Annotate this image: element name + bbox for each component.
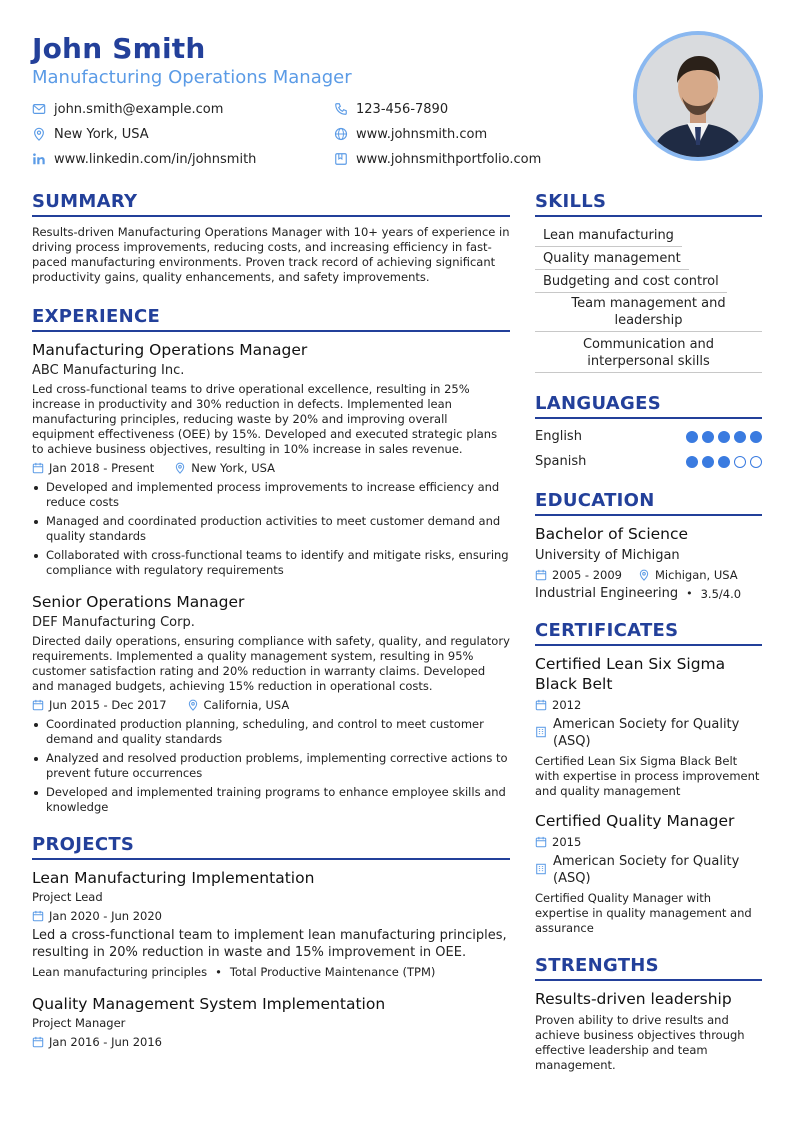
list-item: Analyzed and resolved production problems, implementing corrective actions to prevent future occurrences <box>32 751 510 781</box>
education-location: Michigan, USA <box>655 568 738 582</box>
project-entry <box>32 994 510 1050</box>
proficiency-dot-empty <box>750 456 762 468</box>
education-field-row <box>535 586 762 601</box>
strength-title: Results-driven leadership <box>535 990 732 1008</box>
certificate-issuer: American Society for Quality (ASQ) <box>553 717 740 749</box>
certificate-issuer-row <box>535 853 762 887</box>
resume-header <box>32 30 612 167</box>
candidate-name: John Smith <box>32 32 206 65</box>
project-meta <box>32 1034 510 1050</box>
location-pin-icon <box>174 462 186 474</box>
proficiency-dot-filled <box>718 456 730 468</box>
education-entry <box>535 524 762 601</box>
experience-entry <box>32 592 510 815</box>
job-location: New York, USA <box>191 461 276 475</box>
skills-list <box>535 224 762 373</box>
education-dates: 2005 - 2009 <box>552 568 622 582</box>
email-text: john.smith@example.com <box>54 101 224 117</box>
calendar-icon <box>32 462 44 474</box>
project-tags <box>32 964 510 980</box>
project-tag: Total Productive Maintenance (TPM) <box>229 965 436 979</box>
skills-heading: SKILLS <box>535 190 762 217</box>
field-separator: • <box>686 587 693 600</box>
person-portrait-icon <box>637 35 759 157</box>
language-name: English <box>535 429 582 444</box>
proficiency-dot-filled <box>734 431 746 443</box>
project-dates: Jan 2016 - Jun 2016 <box>49 1035 163 1049</box>
globe-icon <box>334 127 348 141</box>
project-title: Quality Management System Implementation <box>32 995 386 1013</box>
calendar-icon <box>535 569 547 581</box>
degree: Bachelor of Science <box>535 525 689 543</box>
portfolio-text: www.johnsmithportfolio.com <box>356 151 542 167</box>
project-meta <box>32 908 510 924</box>
proficiency-dot-filled <box>750 431 762 443</box>
right-column <box>535 190 762 1073</box>
summary-heading: SUMMARY <box>32 190 510 217</box>
certificate-year: 2012 <box>552 698 582 712</box>
mail-icon <box>32 102 46 116</box>
experience-entry <box>32 340 510 578</box>
certificate-entry <box>535 654 762 799</box>
portfolio-icon <box>334 152 348 166</box>
language-row <box>535 449 762 474</box>
job-description: Led cross-functional teams to drive operational excellence, resulting in 25% increase in productivity and 30% reduction in defects. Implemented lean manufacturing principles, reducing waste by 20% and improving overall equipment effectiveness (OEE) by 15%. Developed and executed strategic plans to achieve business objectives, resulting in 10% increase in sales revenue. <box>32 382 498 456</box>
languages-list <box>535 424 762 474</box>
calendar-icon <box>32 910 44 922</box>
certificate-title: Certified Lean Six Sigma Black Belt <box>535 655 726 693</box>
job-dates: Jan 2018 - Present <box>49 461 155 475</box>
strengths-heading: STRENGTHS <box>535 954 762 981</box>
projects-heading: PROJECTS <box>32 833 510 860</box>
project-title: Lean Manufacturing Implementation <box>32 869 315 887</box>
certificate-description: Certified Lean Six Sigma Black Belt with expertise in process improvement and quality management <box>535 754 760 798</box>
phone-text: 123-456-7890 <box>356 101 449 117</box>
linkedin-icon <box>32 152 46 166</box>
list-item: Developed and implemented process improvements to increase efficiency and reduce costs <box>32 480 510 510</box>
proficiency-dot-filled <box>686 431 698 443</box>
proficiency-dot-filled <box>718 431 730 443</box>
school-name: University of Michigan <box>535 548 680 563</box>
list-item: Coordinated production planning, scheduling, and control to meet customer demand and quality standards <box>32 717 510 747</box>
project-entry <box>32 868 510 980</box>
experience-heading: EXPERIENCE <box>32 305 510 332</box>
job-bullets <box>32 480 510 578</box>
contact-website[interactable] <box>334 125 487 143</box>
location-pin-icon <box>32 127 46 141</box>
project-description: Led a cross-functional team to implement lean manufacturing principles, resulting in 20% reduction in waste and 15% improvement in OEE. <box>32 928 507 960</box>
certificate-description: Certified Quality Manager with expertise in quality management and assurance <box>535 891 752 935</box>
gpa: 3.5/4.0 <box>700 586 742 601</box>
contact-linkedin[interactable] <box>32 150 256 168</box>
list-item: Managed and coordinated production activities to meet customer demand and quality standards <box>32 514 510 544</box>
certificate-title: Certified Quality Manager <box>535 812 735 830</box>
certificate-entry <box>535 811 762 936</box>
project-dates: Jan 2020 - Jun 2020 <box>49 909 163 923</box>
job-meta <box>32 697 510 713</box>
institution-icon <box>535 863 547 875</box>
proficiency-dot-filled <box>702 431 714 443</box>
calendar-icon <box>535 836 547 848</box>
project-role: Project Lead <box>32 890 103 904</box>
company-name: ABC Manufacturing Inc. <box>32 363 185 378</box>
education-heading: EDUCATION <box>535 489 762 516</box>
website-text: www.johnsmith.com <box>356 126 488 142</box>
job-location: California, USA <box>203 698 290 712</box>
skill-item: Team management and leadership <box>535 293 762 332</box>
contact-location <box>32 125 149 143</box>
list-item: Collaborated with cross-functional teams to identify and mitigate risks, ensuring compliance with regulatory requirements <box>32 548 510 578</box>
left-column <box>32 190 510 1050</box>
strength-description: Proven ability to drive results and achieve business objectives through effective leadership and team management. <box>535 1013 745 1072</box>
phone-icon <box>334 102 348 116</box>
language-name: Spanish <box>535 454 587 469</box>
job-description: Directed daily operations, ensuring compliance with safety, quality, and regulatory requirements. Implemented a quality management system, resulting in 95% customer satisfaction rating and 20% reduction in warranty claims. Developed and managed budgets, achieving 15% reduction in operational costs. <box>32 634 510 693</box>
profile-photo-frame <box>633 31 763 161</box>
profile-photo <box>637 35 759 157</box>
job-dates: Jun 2015 - Dec 2017 <box>49 698 167 712</box>
list-item: Developed and implemented training programs to enhance employee skills and knowledge <box>32 785 510 815</box>
candidate-title: Manufacturing Operations Manager <box>32 67 352 88</box>
certificate-year: 2015 <box>552 835 582 849</box>
certificate-issuer-row <box>535 716 762 750</box>
linkedin-text: www.linkedin.com/in/johnsmith <box>54 151 257 167</box>
certificate-issuer: American Society for Quality (ASQ) <box>553 854 740 886</box>
job-bullets <box>32 717 510 815</box>
proficiency-dots <box>686 431 762 443</box>
languages-heading: LANGUAGES <box>535 392 762 419</box>
job-title: Senior Operations Manager <box>32 593 245 611</box>
strength-entry <box>535 989 762 1073</box>
certificate-year-row <box>535 834 762 850</box>
skill-item: Quality management <box>535 248 689 270</box>
proficiency-dot-filled <box>702 456 714 468</box>
calendar-icon <box>32 699 44 711</box>
skill-item: Budgeting and cost control <box>535 271 727 293</box>
calendar-icon <box>32 1036 44 1048</box>
project-tag: Lean manufacturing principles <box>32 965 208 979</box>
contact-phone[interactable] <box>334 100 448 118</box>
contact-email[interactable] <box>32 100 223 118</box>
job-title: Manufacturing Operations Manager <box>32 341 308 359</box>
language-row <box>535 424 762 449</box>
proficiency-dot-filled <box>686 456 698 468</box>
certificates-heading: CERTIFICATES <box>535 619 762 646</box>
summary-text: Results-driven Manufacturing Operations Manager with 10+ years of experience in driving process improvements, reducing costs, and increasing efficiency in fast-paced manufacturing environments. Proven track record of achieving significant productivity gains, quality enhancements, and safety improvements. <box>32 225 510 284</box>
institution-icon <box>535 726 547 738</box>
proficiency-dots <box>686 456 762 468</box>
field-of-study: Industrial Engineering <box>535 586 679 601</box>
project-role: Project Manager <box>32 1016 126 1030</box>
education-meta <box>535 567 762 583</box>
location-pin-icon <box>187 699 199 711</box>
calendar-icon <box>535 699 547 711</box>
location-text: New York, USA <box>54 126 149 142</box>
certificate-year-row <box>535 697 762 713</box>
proficiency-dot-empty <box>734 456 746 468</box>
skill-item: Communication and interpersonal skills <box>535 332 762 373</box>
contact-portfolio[interactable] <box>334 150 541 168</box>
company-name: DEF Manufacturing Corp. <box>32 615 195 630</box>
job-meta <box>32 460 510 476</box>
location-pin-icon <box>638 569 650 581</box>
skill-item: Lean manufacturing <box>535 225 682 247</box>
tag-separator: • <box>215 965 222 979</box>
